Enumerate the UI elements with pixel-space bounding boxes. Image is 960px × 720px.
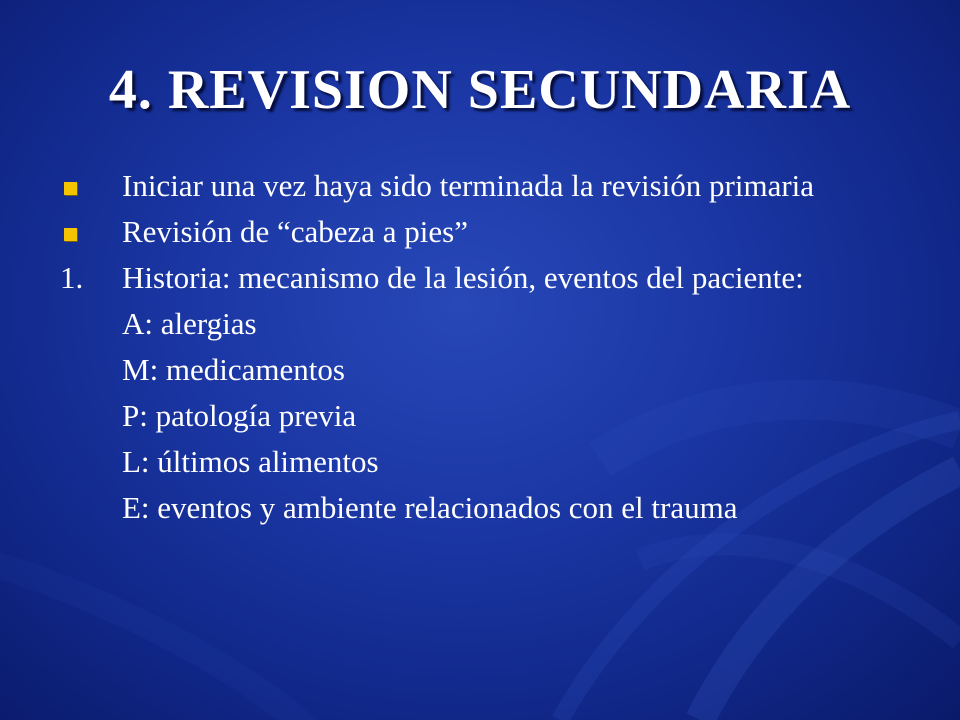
sub-item: [60, 354, 900, 386]
sub-item-text: P: patología previa: [122, 398, 357, 433]
sub-item: [60, 446, 900, 478]
bullet-text: Iniciar una vez haya sido terminada la revisión primaria: [122, 168, 815, 203]
slide-title: 4. REVISION SECUNDARIA: [108, 59, 852, 121]
sub-item: [60, 492, 900, 524]
sub-item: [60, 400, 900, 432]
sub-item-text: E: eventos y ambiente relacionados con el trauma: [122, 490, 738, 525]
sub-item-text: A: alergias: [122, 306, 257, 341]
numbered-item-text: Historia: mecanismo de la lesión, eventos del paciente:: [122, 260, 804, 295]
numbered-item: [60, 262, 900, 294]
sub-item-text: M: medicamentos: [122, 352, 345, 387]
square-bullet-icon: [64, 182, 77, 195]
bullet-item: [60, 170, 900, 202]
bullet-text: Revisión de “cabeza a pies”: [122, 214, 468, 249]
item-number: 1.: [60, 260, 84, 295]
square-bullet-icon: [64, 228, 77, 241]
sub-item-text: L: últimos alimentos: [122, 444, 379, 479]
sub-item: [60, 308, 900, 340]
bullet-item: [60, 216, 900, 248]
slide-content: [60, 170, 900, 538]
